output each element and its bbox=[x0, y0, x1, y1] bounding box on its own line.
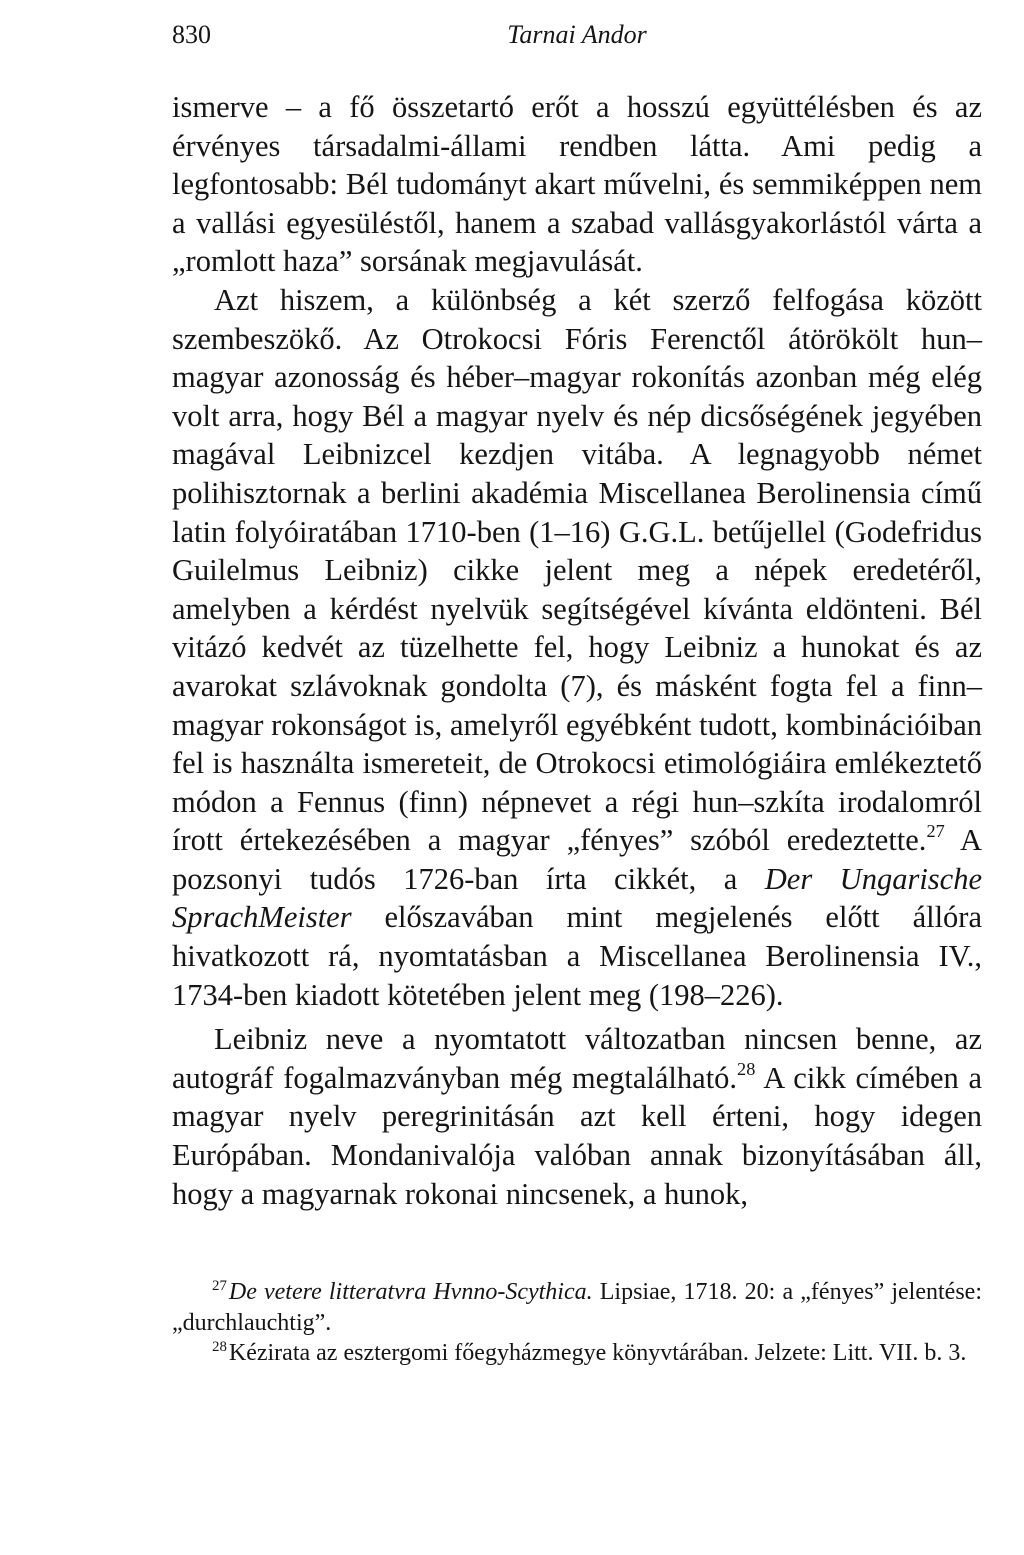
paragraph-3 bbox=[172, 1020, 982, 1213]
footnote-27-title: De vetere litteratvra Hvnno-Scythica. bbox=[228, 1279, 593, 1305]
footnote-27-text: Lipsiae, 1718. 20: a „fényes” jelentése: „durchlauchtig”. bbox=[172, 1279, 982, 1336]
paragraph-2-text-b: A pozsonyi tudós 1726-ban írta cikkét, a bbox=[172, 823, 982, 896]
footnote-27-mark: 27 bbox=[212, 1278, 227, 1295]
page-number: 830 bbox=[172, 20, 211, 49]
footnote-28 bbox=[172, 1338, 982, 1369]
paragraph-2-text-a: Azt hiszem, a különbség a két szerző felfogása között szembeszökő. Az Otrokocsi Fóris Ferenctől átörökölt hun–magyar azonosság és héber–magyar rokonítás azonban még elég volt arra, hogy Bél a magyar nyelv és nép dicsőségének jegyében magával Leibnizcel kezdjen vitába. A legnagyobb német polihisztornak a berlini akadémia Miscellanea Berolinensia című latin folyóiratában 1710-ben (1–16) G.G.L. betűjellel (Godefridus Guilelmus Leibniz) cikke jelent meg a népek eredetéről, amelyben a kérdést nyelvük segítségével kívánta eldönteni. Bél vitázó kedvét az tüzelhette fel, hogy Leibniz a hunokat és az avarokat szlávoknak gondolta (7), és másként fogta fel a finn–magyar rokonságot is, amelyről egyébként tudott, kombinációiban fel is használta ismereteit, de Otrokocsi etimológiáira emlékeztető módon a Fennus (finn) népnevet a régi hun–szkíta irodalomról írott értekezésében a magyar „fényes” szóból eredeztette. bbox=[172, 282, 982, 858]
footnote-28-text: Kézirata az esztergomi főegyházmegye könyvtárában. Jelzete: Litt. VII. b. 3. bbox=[228, 1340, 967, 1366]
paragraph-1 bbox=[172, 88, 982, 281]
paragraph-3-text-b: A cikk címében a magyar nyelv peregrinitásán azt kell érteni, hogy idegen Európában. Mondanivalója valóban annak bizonyításában áll, hogy a magyarnak rokonai nincsenek, a hunok, bbox=[172, 1060, 982, 1211]
paragraph-1-text: ismerve – a fő összetartó erőt a hosszú együttélésben és az érvényes társadalmi-állami rendben látta. Ami pedig a legfontosabb: Bél tudományt akart művelni, és semmiképpen nem a vallási egyesüléstől, hanem a szabad vallásgyakorlástól várta a „romlott haza” sorsának megjavulását. bbox=[172, 90, 982, 279]
main-text bbox=[172, 88, 982, 1213]
page-header bbox=[172, 18, 982, 52]
paragraph-3-text-a: Leibniz neve a nyomtatott változatban nincsen benne, az autográf fogalmazványban még megtalálható. bbox=[172, 1022, 982, 1095]
footnote-ref-27: 27 bbox=[926, 821, 945, 842]
footnote-28-mark: 28 bbox=[212, 1339, 227, 1356]
paragraph-2 bbox=[172, 281, 982, 1014]
running-head-author: Tarnai Andor bbox=[507, 20, 647, 49]
paragraph-2-text-c: előszavában mint megjelenés előtt állóra hivatkozott rá, nyomtatásban a Miscellanea Berolinensia IV., 1734-ben kiadott kötetében jelent meg (198–226). bbox=[172, 900, 982, 1012]
footnote-27 bbox=[172, 1277, 982, 1338]
book-title-sprachmeister: Der Ungarische SprachMeister bbox=[172, 861, 982, 935]
footnotes bbox=[172, 1277, 982, 1369]
footnote-ref-28: 28 bbox=[737, 1059, 756, 1080]
